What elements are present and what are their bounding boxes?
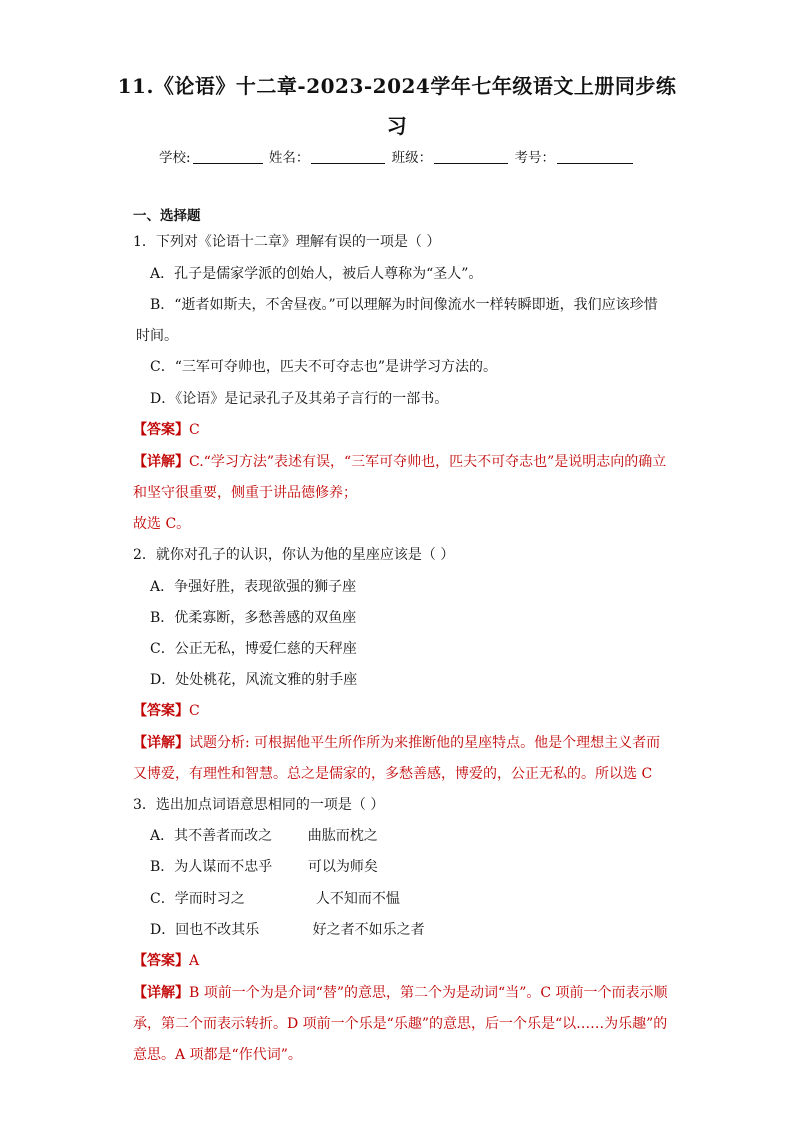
answer-value: A (189, 953, 200, 969)
detail-text: 试题分析: 可根据他平生所作所为来推断他的星座特点。他是个理想主义者而 (189, 735, 661, 751)
question-1-stem: 1．下列对《论语十二章》理解有误的一项是（ ） (133, 234, 441, 250)
question-1-detail-line-2: 和坚守很重要，侧重于讲品德修养； (133, 485, 357, 501)
question-2-option-a: A．争强好胜，表现欲强的狮子座 (150, 579, 357, 595)
question-3-option-b: B．为人谋而不忠乎 可以为师矣 (150, 859, 378, 875)
document-title-continued: 习 (386, 114, 408, 138)
question-2-option-d: D．处处桃花，风流文雅的射手座 (150, 672, 358, 688)
question-3-stem: 3．选出加点词语意思相同的一项是（ ） (133, 797, 385, 813)
document-title: 11.《论语》十二章-2023-2024学年七年级语文上册同步练 (117, 74, 677, 98)
answer-tag: 【答案】 (133, 422, 189, 438)
question-2-option-b: B．优柔寡断，多愁善感的双鱼座 (150, 610, 357, 626)
question-1-option-a: A．孔子是儒家学派的创始人，被后人尊称为“圣人”。 (150, 266, 483, 282)
class-blank[interactable] (434, 149, 508, 164)
detail-text: B 项前一个为是介词“替”的意思，第二个为是动词“当”。C 项前一个而表示顺 (189, 985, 668, 1001)
question-1-answer (133, 420, 200, 440)
student-info-line (0, 146, 794, 166)
question-2-answer (133, 701, 200, 721)
question-1-option-b: B．“逝者如斯夫，不舍昼夜。”可以理解为时间像流水一样转瞬即逝，我们应该珍惜 (150, 297, 658, 313)
question-3-detail-line-3: 意思。A 项都是“作代词”。 (133, 1047, 302, 1063)
question-1-option-b-continued: 时间。 (136, 328, 178, 344)
section-heading: 一、选择题 (133, 208, 201, 224)
class-label: 班级： (391, 150, 433, 166)
answer-tag: 【答案】 (133, 953, 189, 969)
exam-no-blank[interactable] (557, 149, 633, 164)
detail-tag: 【详解】 (133, 985, 189, 1001)
question-3-option-c: C．学而时习之 人不知而不愠 (150, 891, 400, 907)
question-3-option-d: D．回也不改其乐 好之者不如乐之者 (150, 922, 425, 938)
question-2-detail (133, 733, 660, 753)
exam-no-label: 考号： (514, 150, 555, 166)
answer-tag: 【答案】 (133, 703, 189, 719)
question-1-option-d: D．《论语》是记录孔子及其弟子言行的一部书。 (150, 391, 449, 407)
question-1-detail-line-3: 故选 C。 (133, 516, 191, 532)
detail-tag: 【详解】 (133, 735, 189, 751)
answer-value: C (189, 422, 200, 438)
question-3-detail (133, 983, 668, 1003)
detail-tag: 【详解】 (133, 454, 189, 470)
detail-text: C.“学习方法”表述有误，“三军可夺帅也，匹夫不可夺志也”是说明志向的确立 (189, 454, 667, 470)
name-label: 姓名： (268, 150, 310, 166)
question-1-option-c: C．“三军可夺帅也，匹夫不可夺志也”是讲学习方法的。 (150, 359, 498, 375)
question-2-stem: 2．就你对孔子的认识，你认为他的星座应该是（ ） (133, 547, 455, 563)
answer-value: C (189, 703, 200, 719)
question-2-detail-line-2: 又博爱，有理性和智慧。总之是儒家的，多愁善感，博爱的，公正无私的。所以选 C (133, 766, 653, 782)
school-blank[interactable] (193, 149, 263, 164)
name-blank[interactable] (311, 149, 385, 164)
question-1-detail (133, 452, 666, 472)
question-2-option-c: C．公正无私，博爱仁慈的天秤座 (150, 641, 357, 657)
school-label: 学校: (159, 150, 191, 166)
question-3-option-a: A．其不善者而改之 曲肱而枕之 (150, 828, 378, 844)
question-3-answer (133, 951, 199, 971)
question-3-detail-line-2: 承，第二个而表示转折。D 项前一个乐是“乐趣”的意思，后一个乐是“以……为乐趣”的 (133, 1016, 668, 1032)
